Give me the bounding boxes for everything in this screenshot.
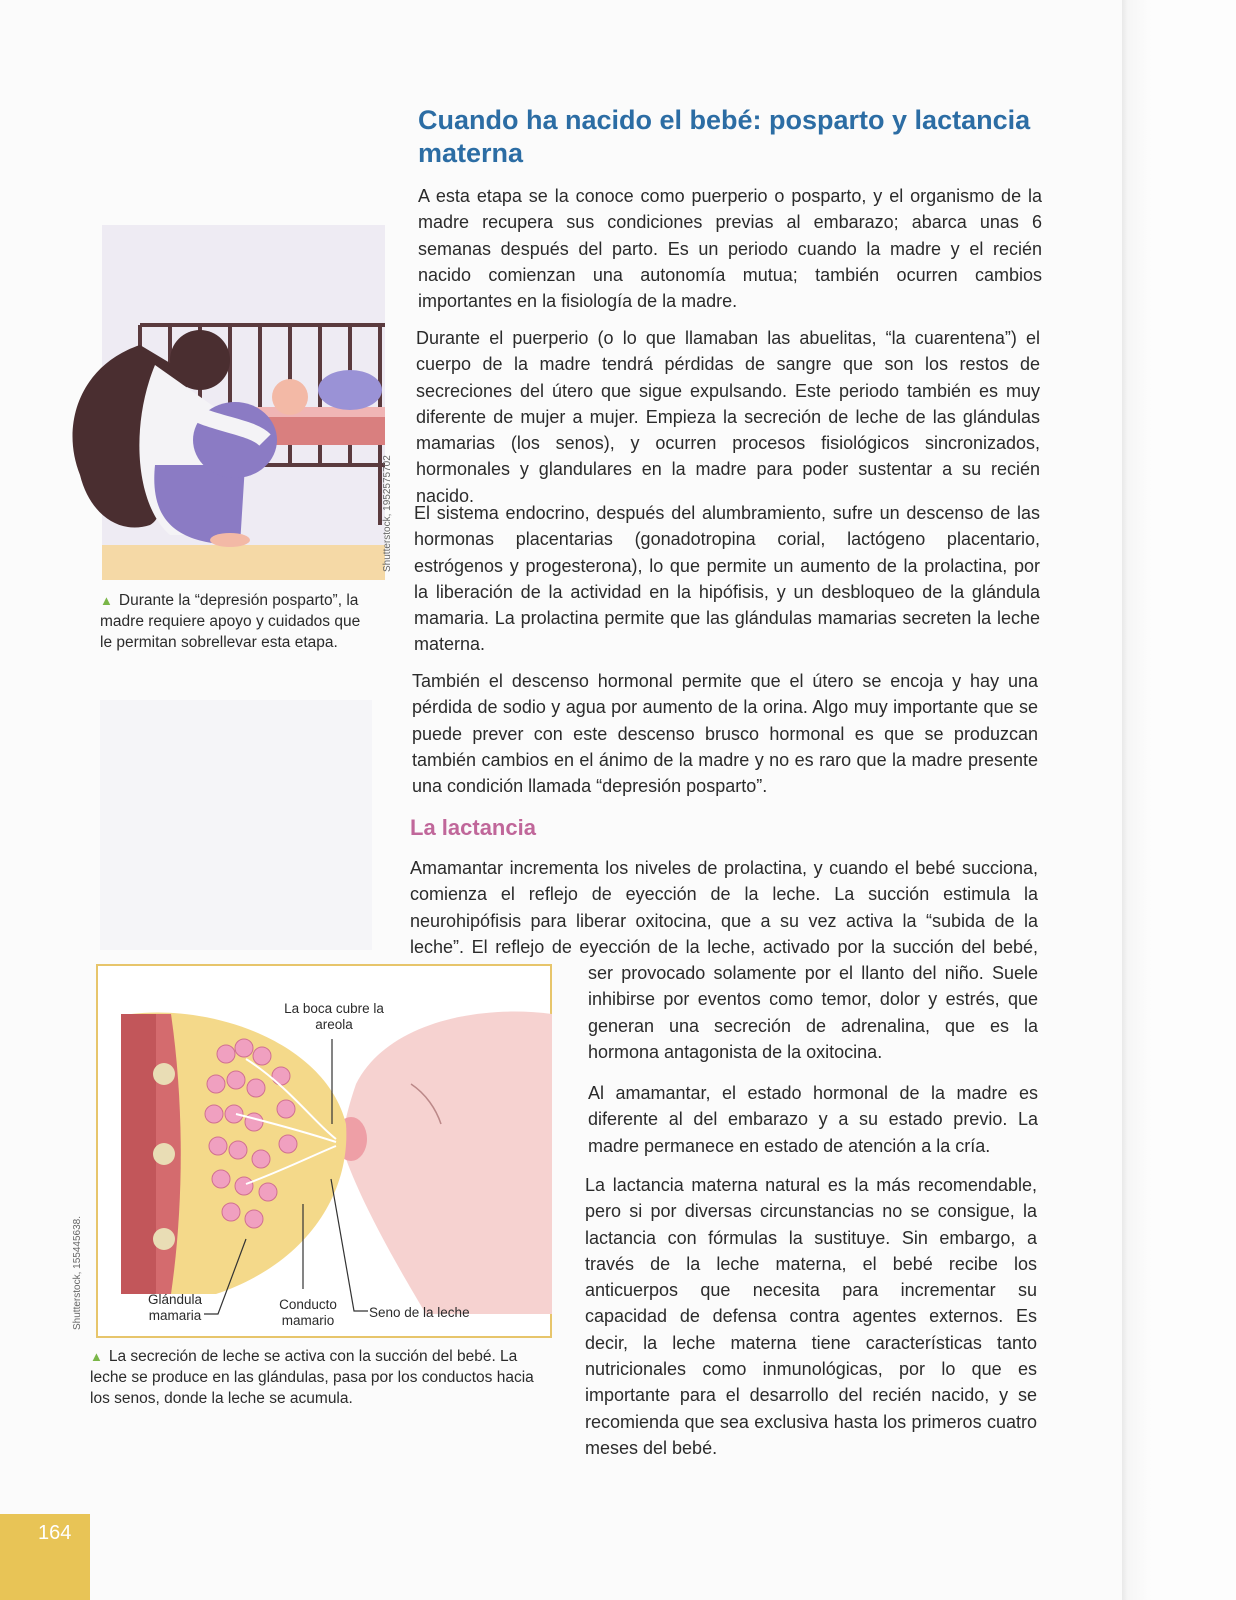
caption-triangle-icon: ▲ [100,593,113,608]
lactancia-subheading: La lactancia [410,815,536,840]
figure1-caption-text: Durante la “depresión posparto”, la madre requiere apoyo y cuidados que le permitan sobrellevar esta etapa. [100,592,361,651]
figure1-caption [100,590,370,653]
paragraph-7: Al amamantar, el estado hormonal de la madre es diferente al del embarazo y a su estado previo. La madre permanece en estado de atención a la cría. [588,1083,1038,1156]
paragraph-4: También el descenso hormonal permite que el útero se encoja y hay una pérdida de sodio y agua por aumento de la orina. Algo muy importante que se puede prever con este descenso brusco hormonal es que se produzcan también cambios en el ánimo de la madre y no es raro que la madre presente una condición llamada “depresión posparto”. [412,671,1038,797]
page-number: 164 [38,1522,72,1544]
paragraph-3: El sistema endocrino, después del alumbramiento, sufre un descenso de las hormonas placentarias (gonadotropina corial, lactógeno placentario, estrógenos y progesterona), lo que permite un aumento de la prolactina, por la liberación de la actividad en la hipófisis, y un desbloqueo de la glándula mamaria. La prolactina permite que las glándulas mamarias secreten la leche materna. [414,503,1040,655]
paragraph-6: ser provocado solamente por el llanto del niño. Suele inhibirse por eventos como temor, dolor y estrés, que generan una secreción de adrenalina, que es la hormona antagonista de la oxitocina. [588,963,1038,1062]
section-heading: Cuando ha nacido el bebé: posparto y lactancia materna [418,105,1031,168]
label-mammary-gland: Glándula mamaria [147,1292,203,1323]
paragraph-5: Amamantar incrementa los niveles de prolactina, y cuando el bebé succiona, comienza el reflejo de eyección de la leche. La succión estimula la neurohipófisis para liberar oxitocina, que a su vez activa la “subida de la leche”. El reflejo de eyección de la leche, activado por la succión del bebé, [410,858,1038,957]
caption-triangle-icon: ▲ [90,1349,103,1364]
page-edge [1122,0,1236,1600]
paragraph-8: La lactancia materna natural es la más recomendable, pero si por diversas circunstancias no se consigue, la lactancia con fórmulas la sustituye. Sin embargo, a través de la leche materna, el bebé recibe los anticuerpos que necesita para incrementar su capacidad de defensa contra agentes externos. Es decir, la leche materna tiene características tanto nutricionales como inmunológicas, por lo que es importante para el desarrollo del recién nacido, y se recomienda que sea exclusiva hasta los primeros cuatro meses del bebé. [585,1175,1037,1458]
label-milk-sinus: Seno de la leche [369,1305,470,1320]
postpartum-mother-illustration [60,225,385,580]
label-mammary-duct: Conducto mamario [279,1297,337,1328]
paragraph-2: Durante el puerperio (o lo que llamaban las abuelitas, “la cuarentena”) el cuerpo de la madre tendrá pérdidas de sangre que son los restos de secreciones del útero que sigue expulsando. Este periodo también es muy diferente de mujer a mujer. Empieza la secreción de leche de las glándulas mamarias (los senos), y ocurren procesos fisiológicos sincronizados, hormonales y glandulares en la madre para poder sustentar a su recién nacido. [416,328,1040,506]
figure2-credit: Shutterstock, 155445638. [72,1216,83,1330]
figure2-caption-text: La secreción de leche se activa con la succión del bebé. La leche se produce en las glándulas, pasa por los conductos hacia los senos, donde la leche se acumula. [90,1348,534,1407]
figure2-caption [90,1346,550,1409]
figure1-credit: Shutterstock, 1952575702 [382,455,393,572]
label-mouth-areola: La boca cubre la areola [284,1001,384,1032]
faint-background-block [100,700,372,950]
paragraph-1: A esta etapa se la conoce como puerperio o posparto, y el organismo de la madre recupera sus condiciones previas al embarazo; abarca unas 6 semanas después del parto. Es un periodo cuando la madre y el recién nacido comienzan una autonomía mutua; también ocurren cambios importantes en la fisiología de la madre. [418,186,1042,312]
